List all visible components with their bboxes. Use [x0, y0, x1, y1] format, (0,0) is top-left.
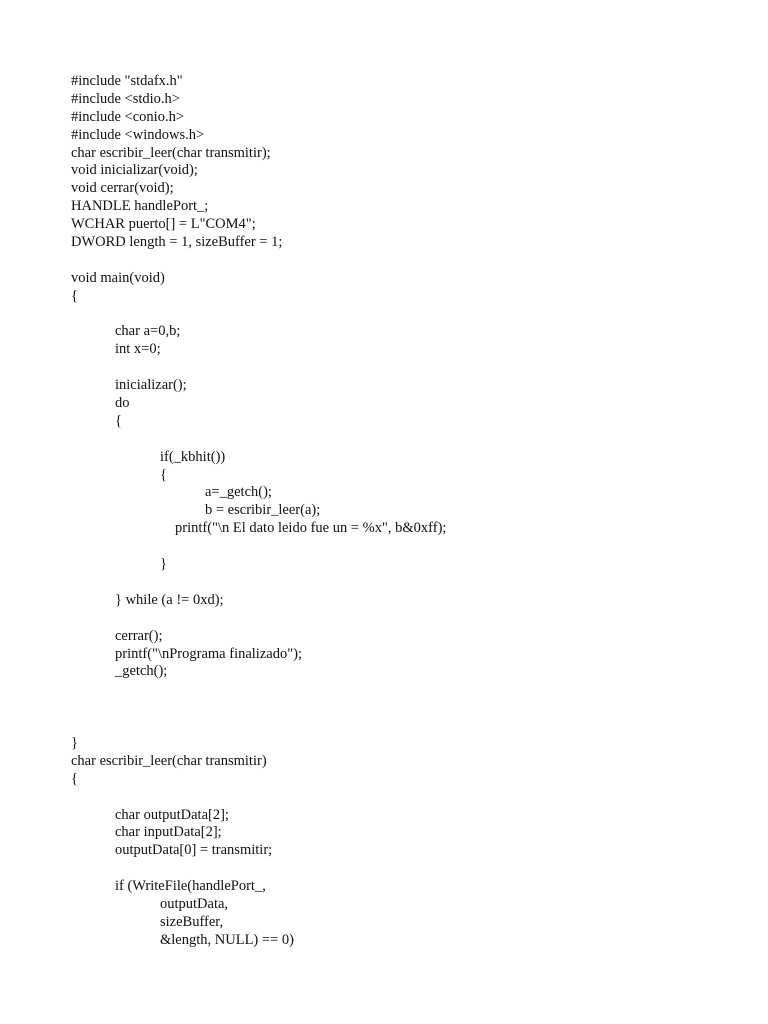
code-line: void main(void)	[71, 269, 165, 286]
code-line: {	[160, 466, 167, 483]
code-line: printf("\n El dato leido fue un = %x", b&0xff);	[175, 520, 447, 537]
code-line: void inicializar(void);	[71, 162, 198, 179]
blank-line	[71, 252, 731, 270]
code-line: }	[160, 556, 167, 573]
code-line: #include <windows.h>	[71, 126, 205, 143]
code-line: }	[71, 734, 78, 751]
blank-line	[71, 359, 731, 377]
code-listing	[71, 73, 731, 950]
code-line: if(_kbhit())	[160, 448, 226, 465]
code-line: HANDLE handlePort_;	[71, 198, 209, 215]
code-line: void cerrar(void);	[71, 180, 174, 197]
code-line: printf("\nPrograma finalizado");	[115, 645, 302, 662]
code-line: if (WriteFile(handlePort_,	[115, 878, 266, 895]
code-line: {	[71, 287, 78, 304]
code-line: #include <conio.h>	[71, 108, 184, 125]
code-line: &length, NULL) == 0)	[160, 931, 294, 948]
blank-line	[71, 610, 731, 628]
code-line: #include "stdafx.h"	[71, 73, 183, 89]
code-line: do	[115, 395, 130, 412]
blank-line	[71, 717, 731, 735]
code-line: char escribir_leer(char transmitir);	[71, 144, 271, 161]
code-line: char inputData[2];	[115, 824, 222, 841]
code-line: a=_getch();	[205, 484, 272, 501]
code-line: sizeBuffer,	[160, 913, 224, 930]
code-line: b = escribir_leer(a);	[205, 502, 321, 519]
code-line: inicializar();	[115, 377, 187, 394]
code-line: cerrar();	[115, 627, 163, 644]
code-line: {	[71, 770, 78, 787]
code-line: } while (a != 0xd);	[115, 591, 224, 608]
code-line: int x=0;	[115, 341, 161, 358]
code-line: _getch();	[115, 663, 168, 680]
code-line: {	[115, 412, 122, 429]
code-line: outputData[0] = transmitir;	[115, 842, 273, 859]
code-line: outputData,	[160, 895, 229, 912]
code-line: char outputData[2];	[115, 806, 229, 823]
blank-line	[71, 860, 731, 878]
blank-line	[71, 699, 731, 717]
code-line: char a=0,b;	[115, 323, 181, 340]
blank-line	[71, 306, 731, 324]
blank-line	[71, 681, 731, 699]
blank-line	[71, 574, 731, 592]
code-line: WCHAR puerto[] = L"COM4";	[71, 216, 256, 233]
blank-line	[71, 431, 731, 449]
blank-line	[71, 789, 731, 807]
code-line: #include <stdio.h>	[71, 90, 180, 107]
blank-line	[71, 538, 731, 556]
code-line: char escribir_leer(char transmitir)	[71, 752, 267, 769]
code-line: DWORD length = 1, sizeBuffer = 1;	[71, 234, 283, 251]
